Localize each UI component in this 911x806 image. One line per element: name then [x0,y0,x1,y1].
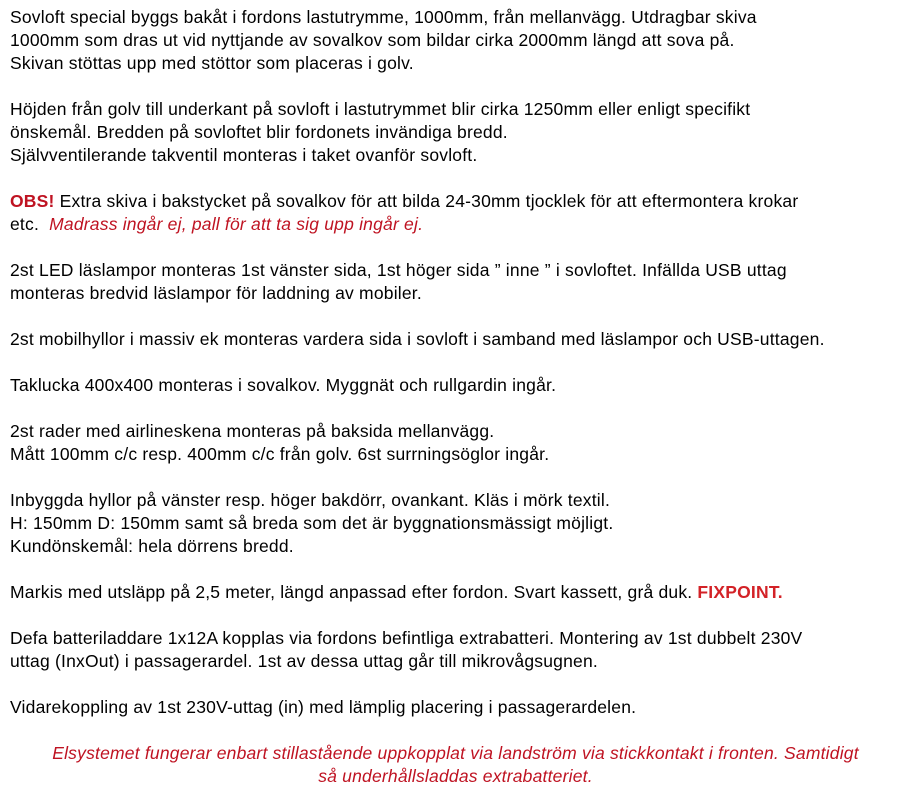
obs-warning-label: OBS! [10,191,55,211]
text-run: uttag (InxOut) i passagerardel. 1st av dessa uttag går till mikrovågsugnen. [10,651,598,671]
disclaimer-text: Elsystemet fungerar enbart stillastående uppkopplat via landström via stickkontakt i fronten. Samtidigt [52,743,859,763]
text-run: 2st rader med airlineskena monteras på baksida mellanvägg. [10,421,495,441]
text-run: Inbyggda hyllor på vänster resp. höger bakdörr, ovankant. Kläs i mörk textil. [10,490,611,510]
paragraph [10,489,901,558]
text-line [10,696,901,719]
paragraph [10,420,901,466]
text-line [10,282,901,305]
paragraph [10,627,901,673]
text-line [10,581,901,604]
text-run: Markis med utsläpp på 2,5 meter, längd anpassad efter fordon. Svart kassett, grå duk. [10,582,698,602]
text-run: H: 150mm D: 150mm samt så breda som det är byggnationsmässigt möjligt. [10,513,614,533]
text-run: Taklucka 400x400 monteras i sovalkov. Myggnät och rullgardin ingår. [10,375,557,395]
text-line [10,535,901,558]
paragraph [10,6,901,75]
text-run: 2st mobilhyllor i massiv ek monteras vardera sida i sovloft i samband med läslampor och USB-uttagen. [10,329,825,349]
text-line [10,512,901,535]
text-line [10,489,901,512]
text-line [10,765,901,788]
paragraph [10,98,901,167]
text-run: Mått 100mm c/c resp. 400mm c/c från golv. 6st surrningsöglor ingår. [10,444,550,464]
paragraph [10,259,901,305]
paragraph [10,190,901,236]
text-run: monteras bredvid läslampor för laddning av mobiler. [10,283,422,303]
paragraph [10,696,901,719]
text-run: 2st LED läslampor monteras 1st vänster sida, 1st höger sida ” inne ” i sovloftet. Infällda USB uttag [10,260,787,280]
text-run: etc. [10,214,50,234]
text-line [10,650,901,673]
paragraph [10,581,901,604]
text-line [10,213,901,236]
text-line [10,259,901,282]
text-run: Sovloft special byggs bakåt i fordons lastutrymme, 1000mm, från mellanvägg. Utdragbar skiva [10,7,757,27]
text-run: Kundönskemål: hela dörrens bredd. [10,536,294,556]
text-run: Höjden från golv till underkant på sovloft i lastutrymmet blir cirka 1250mm eller enligt specifikt [10,99,751,119]
text-line [10,144,901,167]
text-line [10,98,901,121]
text-line [10,420,901,443]
paragraph [10,328,901,351]
text-line [10,52,901,75]
disclaimer-text: så underhållsladdas extrabatteriet. [318,766,593,786]
text-run: Självventilerande takventil monteras i taket ovanför sovloft. [10,145,478,165]
text-run: Extra skiva i bakstycket på sovalkov för att bilda 24-30mm tjocklek för att eftermontera krokar [54,191,799,211]
fixpoint-brand-label: FIXPOINT. [697,582,783,602]
text-line [10,190,901,213]
text-run: 1000mm som dras ut vid nyttjande av sovalkov som bildar cirka 2000mm längd att sova på. [10,30,735,50]
text-run: Defa batteriladdare 1x12A kopplas via fordons befintliga extrabatteri. Montering av 1st dubbelt 230V [10,628,803,648]
text-run: Vidarekoppling av 1st 230V-uttag (in) med lämplig placering i passagerardelen. [10,697,637,717]
text-line [10,742,901,765]
text-line [10,29,901,52]
paragraph [10,742,901,788]
text-run: önskemål. Bredden på sovloftet blir fordonets invändiga bredd. [10,122,508,142]
text-line [10,374,901,397]
text-line [10,121,901,144]
text-line [10,443,901,466]
text-line [10,328,901,351]
text-run: Skivan stöttas upp med stöttor som placeras i golv. [10,53,414,73]
disclaimer-text: Madrass ingår ej, pall för att ta sig upp ingår ej. [49,214,424,234]
paragraph [10,374,901,397]
text-line [10,627,901,650]
text-line [10,6,901,29]
